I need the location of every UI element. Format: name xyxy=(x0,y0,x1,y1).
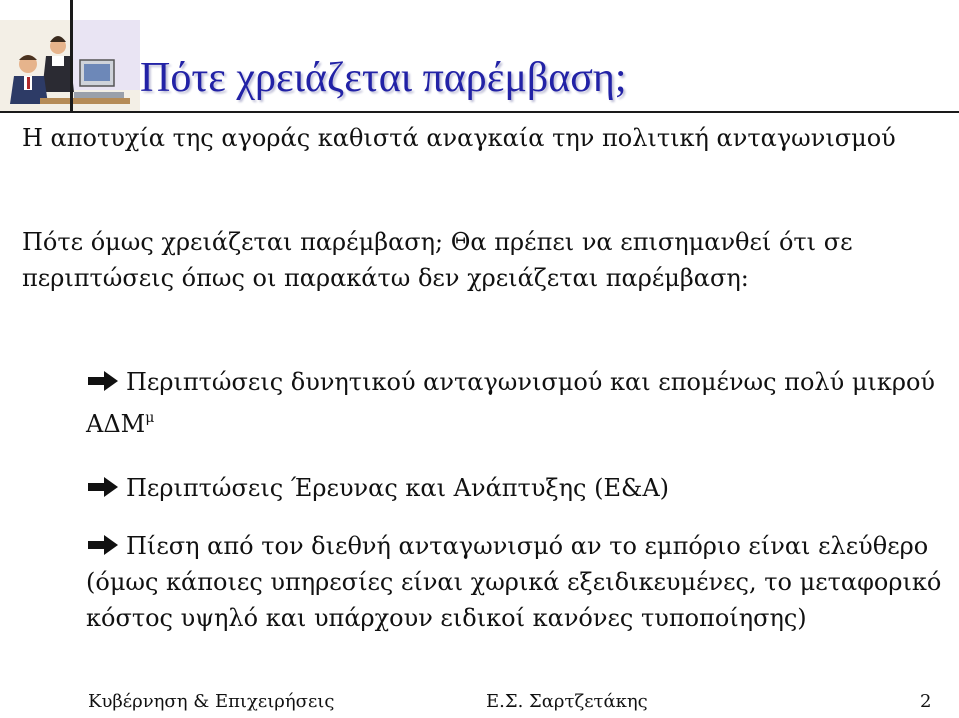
header-vertical-rule xyxy=(70,0,73,112)
header-horizontal-rule xyxy=(0,111,959,113)
arrow-right-icon xyxy=(86,370,120,392)
paragraph-market-failure: Η αποτυχία της αγοράς καθιστά αναγκαία την πολιτική ανταγωνισμού xyxy=(22,124,896,152)
bullet-item xyxy=(86,364,951,442)
footer-course: Κυβέρνηση & Επιχειρήσεις xyxy=(88,691,335,712)
bullet-superscript: μ xyxy=(145,410,155,426)
bullet-text: Περιπτώσεις δυνητικού ανταγωνισμού και επομένως πολύ μικρού ΑΔΜ xyxy=(86,368,935,438)
arrow-right-icon xyxy=(86,534,120,556)
bullet-text: Περιπτώσεις Έρευνας και Ανάπτυξης (Ε&Α) xyxy=(126,474,670,502)
bullet-text: Πίεση από τον διεθνή ανταγωνισμό αν το εμπόριο είναι ελεύθερο (όμως κάποιες υπηρεσίες είναι χωρικά εξειδικευμένες, το μεταφορικό κόστος υψηλό και υπάρχουν ειδικοί κανόνες τυποποίησης) xyxy=(86,532,942,632)
bullet-item xyxy=(86,528,951,636)
bullet-item xyxy=(86,470,951,506)
paragraph-when-intervention: Πότε όμως χρειάζεται παρέμβαση; Θα πρέπει να επισημανθεί ότι σε περιπτώσεις όπως οι παρακάτω δεν χρειάζεται παρέμβαση: xyxy=(22,228,853,292)
footer-author: Ε.Σ. Σαρτζετάκης xyxy=(486,691,648,712)
arrow-right-icon xyxy=(86,476,120,498)
page-title: Πότε χρειάζεται παρέμβαση; xyxy=(140,55,627,101)
footer-page-number: 2 xyxy=(920,691,932,712)
